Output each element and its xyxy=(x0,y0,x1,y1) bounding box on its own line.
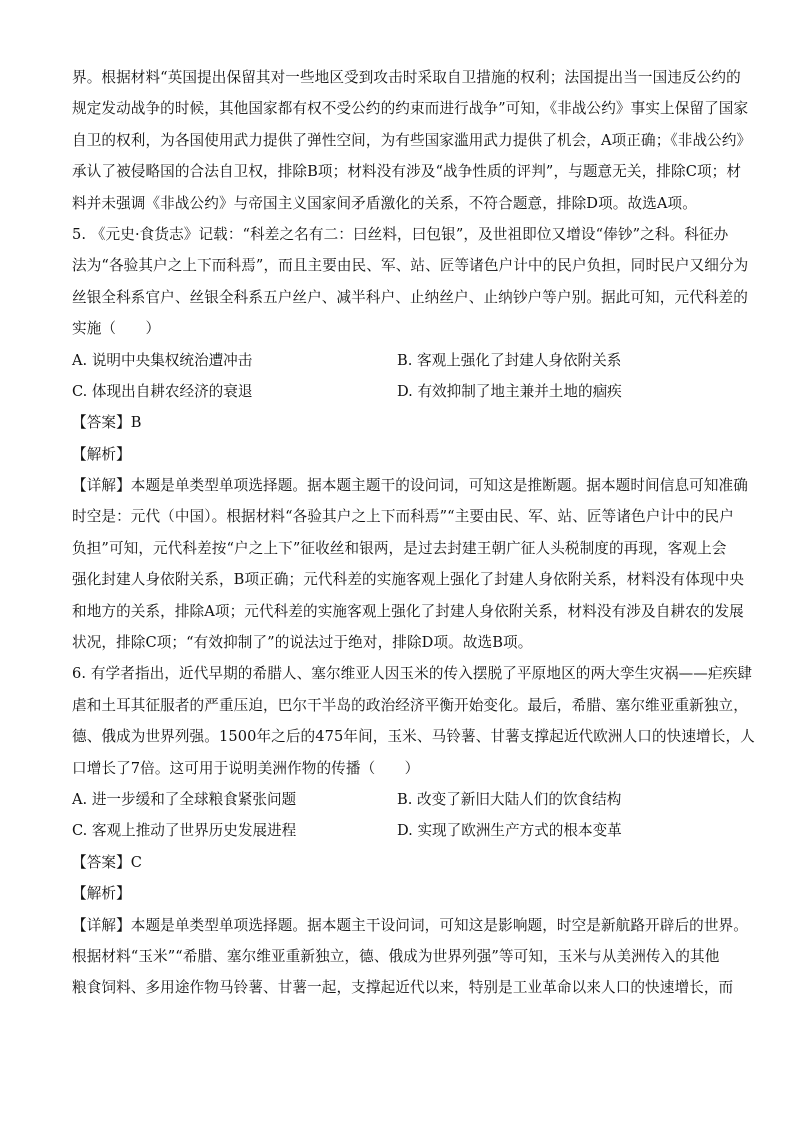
options-row xyxy=(72,815,722,846)
detail-line: 状况，排除C项；“有效抑制了”的说法过于绝对，排除D项。故选B项。 xyxy=(72,634,533,652)
option-b: B. 客观上强化了封建人身依附关系 xyxy=(397,351,622,369)
detail-line: 粮食饲料、多用途作物马铃薯、甘薯一起，支撑起近代以来，特别是工业革命以来人口的快速增长，而 xyxy=(72,979,734,997)
document-page xyxy=(72,62,755,1004)
option-b: B. 改变了新旧大陆人们的饮食结构 xyxy=(397,790,622,808)
question-5 xyxy=(72,219,749,658)
options-row xyxy=(72,376,722,407)
options-row xyxy=(72,784,722,815)
analysis-label: 【解析】 xyxy=(72,885,131,903)
option-a: A. 说明中央集权统治遭冲击 xyxy=(72,351,253,369)
option-a: A. 进一步缓和了全球粮食紧张问题 xyxy=(72,790,297,808)
detail-line: 【详解】本题是单类型单项选择题。据本题主干设问词，可知这是影响题，时空是新航路开辟后的世界。 xyxy=(72,916,748,934)
answer-line: 【答案】C xyxy=(72,853,143,871)
option-d: D. 有效抑制了地主兼并土地的痼疾 xyxy=(397,382,622,400)
text-line: 自卫的权利，为各国使用武力提供了弹性空间，为有些国家滥用武力提供了机会，A项正确；《非战公约》 xyxy=(72,131,752,149)
question-stem-line: 德、俄成为世界列强。1500年之后的475年间，玉米、马铃薯、甘薯支撑起近代欧洲人口的快速增长，人 xyxy=(72,728,755,746)
analysis-label: 【解析】 xyxy=(72,445,131,463)
question-stem-line: 5. 《元史·食货志》记载：“科差之名有二：曰丝料，曰包银”，及世祖即位又增设“俸钞”之科。科征办 xyxy=(72,225,729,243)
detail-line: 强化封建人身依附关系，B项正确；元代科差的实施客观上强化了封建人身依附关系，材料没有体现中央 xyxy=(72,571,745,589)
options-row xyxy=(72,345,722,376)
text-line: 承认了被侵略国的合法自卫权，排除B项；材料没有涉及“战争性质的评判”，与题意无关，排除C项；材 xyxy=(72,163,742,181)
question-stem-line: 丝银全科系官户、丝银全科系五户丝户、减半科户、止纳丝户、止纳钞户等户别。据此可知，元代科差的 xyxy=(72,288,748,306)
text-line: 规定发动战争的时候，其他国家都有权不受公约的约束而进行战争”可知，《非战公约》事实上保留了国家 xyxy=(72,100,749,118)
detail-line: 时空是：元代（中国）。根据材料“各验其户之上下而科焉”“主要由民、军、站、匠等诸色户计中的民户 xyxy=(72,508,734,526)
option-c: C. 客观上推动了世界历史发展进程 xyxy=(72,822,297,840)
detail-line: 和地方的关系，排除A项；元代科差的实施客观上强化了封建人身依附关系，材料没有涉及自耕农的发展 xyxy=(72,602,744,620)
question-stem-line: 实施（ ） xyxy=(72,320,161,338)
question-6 xyxy=(72,658,755,1003)
question-stem-line: 口增长了7倍。这可用于说明美洲作物的传播（ ） xyxy=(72,759,420,777)
answer-line: 【答案】B xyxy=(72,414,142,432)
question-stem-line: 法为“各验其户之上下而科焉”，而且主要由民、军、站、匠等诸色户计中的民户负担，同时民户又细分为 xyxy=(72,257,749,275)
detail-line: 负担”可知，元代科差按“户之上下”征收丝和银两，是过去封建王朝广征人头税制度的再现，客观上会 xyxy=(72,539,727,557)
text-line: 料并未强调《非战公约》与帝国主义国家间矛盾激化的关系，不符合题意，排除D项。故选A项。 xyxy=(72,194,697,212)
question-stem-line: 6. 有学者指出，近代早期的希腊人、塞尔维亚人因玉米的传入摆脱了平原地区的两大孪生灾祸——疟疾肆 xyxy=(72,665,753,683)
option-c: C. 体现出自耕农经济的衰退 xyxy=(72,382,253,400)
q4-explanation-continuation xyxy=(72,62,752,219)
question-stem-line: 虐和土耳其征服者的严重压迫，巴尔干半岛的政治经济平衡开始变化。最后，希腊、塞尔维亚重新独立， xyxy=(72,696,748,714)
text-line: 界。根据材料“英国提出保留其对一些地区受到攻击时采取自卫措施的权利；法国提出当一国违反公约的 xyxy=(72,69,741,86)
option-d: D. 实现了欧洲生产方式的根本变革 xyxy=(397,822,622,840)
detail-line: 根据材料“玉米”“希腊、塞尔维亚重新独立，德、俄成为世界列强”等可知，玉米与从美洲传入的其他 xyxy=(72,947,720,965)
detail-line: 【详解】本题是单类型单项选择题。据本题主题干的设问词，可知这是推断题。据本题时间信息可知准确 xyxy=(72,477,748,495)
